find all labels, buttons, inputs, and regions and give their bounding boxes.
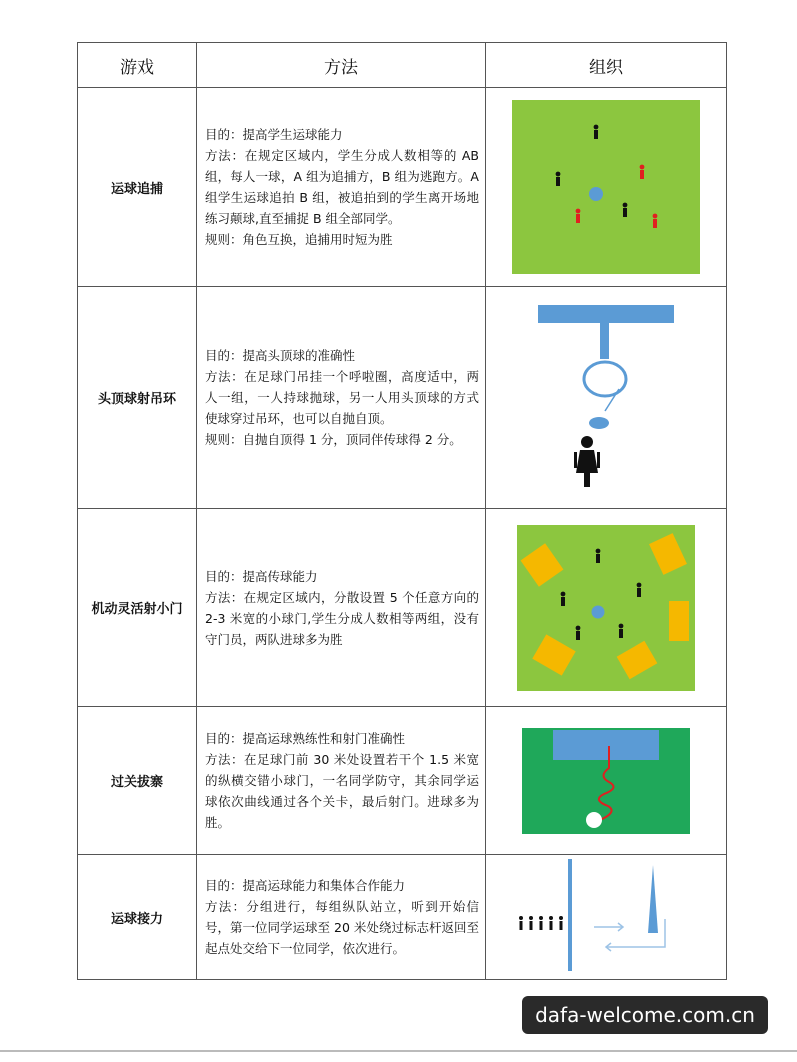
chase-field-diagram: [512, 100, 700, 274]
method-description: 方法：在足球门吊挂一个呼啦圈，高度适中，两人一组，一人持球抛球，另一人用头顶球的方式使球穿过吊环，也可以自抛自顶。: [205, 369, 479, 426]
method-description: 方法：在规定区域内，分散设置 5 个任意方向的 2-3 米宽的小球门,学生分成人数相等两组，没有守门员，两队进球多为胜: [205, 589, 479, 647]
ball-icon: [592, 605, 605, 618]
player-icon: [623, 203, 628, 217]
method-description: 方法：分组进行，每组纵队站立，听到开始信号，第一位同学运球至 20 米处绕过标志杆返回至起点处交给下一位同学，依次进行。: [205, 899, 479, 956]
watermark: dafa-welcome.com.cn: [522, 996, 768, 1034]
player-icon: [619, 623, 624, 637]
game-name: 运球接力: [78, 855, 197, 980]
method-purpose: 目的：提高运球能力和集体合作能力: [205, 878, 406, 893]
hoop-header-diagram: [526, 303, 686, 493]
player-icon: [559, 916, 563, 930]
field: [512, 100, 700, 274]
player-icon: [596, 548, 601, 562]
org-diagram-cell: [486, 855, 727, 980]
table-row: [78, 88, 727, 287]
ball-icon: [586, 812, 602, 828]
player-icon: [594, 125, 599, 139]
relay-diagram: [490, 859, 722, 975]
method-cell: [197, 509, 486, 707]
game-name: 机动灵活射小门: [78, 509, 197, 707]
games-table: [77, 42, 727, 980]
start-line: [568, 859, 572, 971]
method-purpose: 目的：提高头顶球的准确性: [205, 348, 356, 363]
method-rule: 规则：自抛自顶得 1 分，顶同伴传球得 2 分。: [205, 432, 462, 447]
player-icon: [529, 916, 533, 930]
ball-icon: [589, 187, 603, 201]
game-name: 运球追捕: [78, 88, 197, 287]
header-method: 方法: [197, 43, 486, 88]
dribble-gates-diagram: [522, 728, 690, 834]
player-icon: [640, 165, 645, 179]
org-diagram-cell: [486, 707, 727, 855]
org-diagram-cell: [486, 88, 727, 287]
player-icon: [637, 582, 642, 596]
table-row: [78, 707, 727, 855]
method-purpose: 目的：提高学生运球能力: [205, 127, 343, 142]
bottom-divider: [0, 1050, 797, 1052]
hanging-rod: [600, 323, 609, 359]
method-cell: [197, 88, 486, 287]
org-diagram-cell: [486, 509, 727, 707]
player-icon: [539, 916, 543, 930]
player-icon: [561, 591, 566, 605]
method-cell: [197, 855, 486, 980]
table-row: [78, 509, 727, 707]
org-diagram-cell: [486, 287, 727, 509]
player-icon: [574, 436, 600, 487]
player-icon: [556, 172, 561, 186]
method-rule: 规则：角色互换，追捕用时短为胜: [205, 232, 393, 247]
header-game: 游戏: [78, 43, 197, 88]
goal-crossbar: [538, 305, 674, 323]
method-description: 方法：在足球门前 30 米处设置若干个 1.5 米宽的纵横交错小球门，一名同学防守，其余同学运球依次曲线通过各个关卡，最后射门。进球多为胜。: [205, 752, 479, 830]
header-org: 组织: [486, 43, 727, 88]
method-cell: [197, 707, 486, 855]
player-icon: [576, 625, 581, 639]
table-row: [78, 287, 727, 509]
player-icon: [576, 209, 581, 223]
player-icon: [653, 214, 658, 228]
game-name: 头顶球射吊环: [78, 287, 197, 509]
table-header-row: [78, 43, 727, 88]
game-name: 过关拔寨: [78, 707, 197, 855]
hoop-icon: [584, 362, 626, 396]
player-icon: [549, 916, 553, 930]
method-description: 方法：在规定区域内，学生分成人数相等的 AB 组，每人一球，A 组为追捕方，B 组为逃跑方。A 组学生运球追拍 B 组，被追拍到的学生离开场地练习颠球,直至捕捉 B 组全部同学。: [205, 148, 479, 226]
small-goals-diagram: [517, 525, 695, 691]
method-purpose: 目的：提高传球能力: [205, 568, 318, 584]
marker-pole: [648, 865, 658, 933]
player-icon: [519, 916, 523, 930]
method-purpose: 目的：提高运球熟练性和射门准确性: [205, 731, 406, 746]
goal-box: [553, 730, 659, 760]
small-goal: [669, 601, 689, 641]
table-row: [78, 855, 727, 980]
ball-icon: [589, 417, 609, 429]
method-cell: [197, 287, 486, 509]
